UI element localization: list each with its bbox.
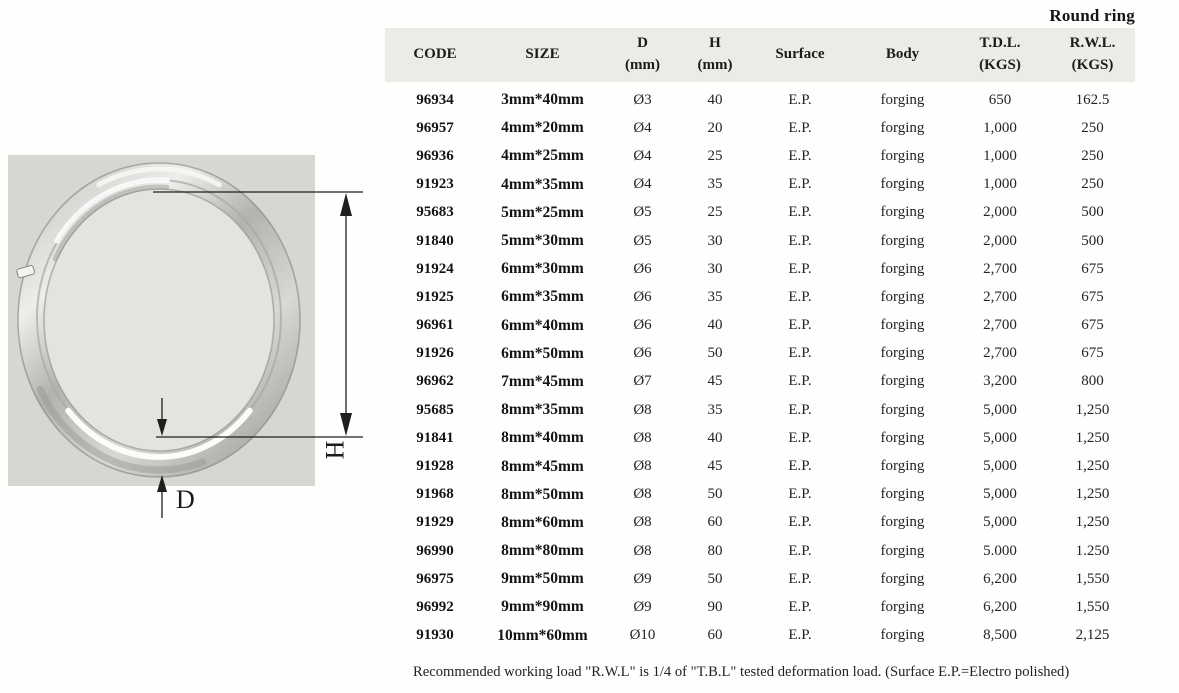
- cell-body: forging: [880, 598, 925, 615]
- cell-tdl-kgs: 2,700: [983, 260, 1017, 277]
- cell-tdl-kgs: 5,000: [983, 486, 1017, 503]
- cell-rwl-kgs: 1,250: [1075, 514, 1110, 531]
- cell-code: 96961: [416, 317, 454, 334]
- cell-d-mm: Ø9: [633, 598, 652, 615]
- cell-surface: E.P.: [788, 204, 812, 221]
- cell-code: 96962: [416, 373, 454, 390]
- cell-size: 8mm*80mm: [501, 542, 584, 560]
- cell-body: forging: [880, 260, 925, 277]
- cell-size: 8mm*45mm: [501, 457, 584, 475]
- cell-body: forging: [880, 373, 925, 390]
- cell-rwl-kgs: 500: [1081, 204, 1104, 221]
- cell-tdl-kgs: 5,000: [983, 458, 1017, 475]
- table-row: [385, 199, 1135, 227]
- cell-h-mm: 40: [707, 91, 723, 108]
- cell-rwl-kgs: 1,550: [1075, 570, 1110, 587]
- cell-code: 91968: [416, 486, 454, 503]
- cell-h-mm: 80: [707, 542, 723, 559]
- cell-size: 9mm*90mm: [501, 598, 584, 616]
- cell-size: 4mm*35mm: [501, 175, 584, 193]
- table-row: [385, 396, 1135, 424]
- cell-body: forging: [880, 627, 925, 644]
- cell-code: 96934: [416, 91, 454, 108]
- cell-size: 6mm*35mm: [501, 288, 584, 306]
- cell-body: forging: [880, 91, 925, 108]
- cell-size: 6mm*50mm: [501, 344, 584, 362]
- cell-rwl-kgs: 1,250: [1075, 401, 1110, 418]
- cell-size: 3mm*40mm: [501, 91, 584, 109]
- header-h-sub: (mm): [697, 57, 733, 73]
- cell-body: forging: [880, 176, 925, 193]
- table-row: [385, 227, 1135, 255]
- cell-surface: E.P.: [788, 570, 812, 587]
- header-rwl-label: R.W.L.: [1069, 35, 1116, 52]
- cell-d-mm: Ø6: [633, 288, 652, 305]
- cell-rwl-kgs: 1,250: [1075, 458, 1110, 475]
- table-row: [385, 537, 1135, 565]
- cell-code: 96992: [416, 598, 454, 615]
- header-body: [855, 28, 950, 82]
- cell-size: 8mm*40mm: [501, 429, 584, 447]
- cell-d-mm: Ø8: [633, 458, 652, 475]
- table-row: [385, 424, 1135, 452]
- cell-size: 6mm*30mm: [501, 260, 584, 278]
- header-surface: [745, 28, 855, 82]
- table-row: [385, 622, 1135, 650]
- page-title: Round ring: [1049, 6, 1135, 25]
- cell-size: 5mm*30mm: [501, 232, 584, 250]
- header-code-label: CODE: [413, 46, 457, 63]
- cell-size: 6mm*40mm: [501, 316, 584, 334]
- cell-body: forging: [880, 119, 925, 136]
- cell-size: 8mm*35mm: [501, 401, 584, 419]
- cell-size: 8mm*50mm: [501, 485, 584, 503]
- cell-d-mm: Ø6: [633, 260, 652, 277]
- table-row: [385, 86, 1135, 114]
- cell-surface: E.P.: [788, 119, 812, 136]
- cell-surface: E.P.: [788, 486, 812, 503]
- cell-rwl-kgs: 675: [1081, 345, 1104, 362]
- cell-surface: E.P.: [788, 345, 812, 362]
- cell-rwl-kgs: 250: [1081, 119, 1104, 136]
- cell-h-mm: 35: [707, 401, 723, 418]
- cell-body: forging: [880, 204, 925, 221]
- table-row: [385, 171, 1135, 199]
- table-row: [385, 481, 1135, 509]
- cell-code: 96936: [416, 147, 454, 164]
- cell-code: 91841: [416, 429, 454, 446]
- cell-code: 96957: [416, 119, 454, 136]
- cell-d-mm: Ø3: [633, 91, 652, 108]
- cell-rwl-kgs: 1.250: [1075, 542, 1110, 559]
- cell-surface: E.P.: [788, 598, 812, 615]
- cell-code: 91924: [416, 260, 454, 277]
- cell-tdl-kgs: 1,000: [983, 176, 1017, 193]
- cell-h-mm: 25: [707, 147, 723, 164]
- header-surface-label: Surface: [775, 46, 825, 63]
- cell-h-mm: 45: [707, 458, 723, 475]
- table-header-row: [385, 28, 1135, 82]
- cell-d-mm: Ø9: [633, 570, 652, 587]
- table-row: [385, 340, 1135, 368]
- cell-tdl-kgs: 2,700: [983, 345, 1017, 362]
- cell-d-mm: Ø4: [633, 176, 652, 193]
- cell-rwl-kgs: 1,250: [1075, 429, 1110, 446]
- cell-h-mm: 50: [707, 570, 723, 587]
- cell-surface: E.P.: [788, 373, 812, 390]
- cell-rwl-kgs: 250: [1081, 147, 1104, 164]
- cell-surface: E.P.: [788, 514, 812, 531]
- cell-surface: E.P.: [788, 147, 812, 164]
- cell-size: 4mm*20mm: [501, 119, 584, 137]
- cell-body: forging: [880, 486, 925, 503]
- cell-size: 9mm*50mm: [501, 570, 584, 588]
- header-d-sub: (mm): [625, 57, 660, 73]
- cell-h-mm: 50: [707, 486, 723, 503]
- spec-table: [385, 28, 1135, 650]
- cell-h-mm: 20: [707, 119, 723, 136]
- cell-tdl-kgs: 2,000: [983, 232, 1017, 249]
- cell-body: forging: [880, 232, 925, 249]
- table-row: [385, 114, 1135, 142]
- cell-h-mm: 30: [707, 260, 723, 277]
- header-tdl-sub: (KGS): [979, 57, 1021, 73]
- cell-surface: E.P.: [788, 91, 812, 108]
- cell-d-mm: Ø4: [633, 119, 652, 136]
- cell-rwl-kgs: 675: [1081, 288, 1104, 305]
- cell-h-mm: 35: [707, 288, 723, 305]
- cell-d-mm: Ø8: [633, 514, 652, 531]
- wire-diameter-label: D: [176, 485, 195, 514]
- cell-rwl-kgs: 800: [1081, 373, 1104, 390]
- cell-h-mm: 25: [707, 204, 723, 221]
- cell-code: 91925: [416, 288, 454, 305]
- cell-h-mm: 40: [707, 317, 723, 334]
- cell-tdl-kgs: 650: [988, 91, 1012, 108]
- cell-code: 91923: [416, 176, 454, 193]
- cell-d-mm: Ø8: [633, 429, 652, 446]
- cell-body: forging: [880, 514, 925, 531]
- cell-size: 7mm*45mm: [501, 372, 584, 390]
- cell-body: forging: [880, 147, 925, 164]
- cell-size: 8mm*60mm: [501, 513, 584, 531]
- table-row: [385, 593, 1135, 621]
- table-row: [385, 255, 1135, 283]
- cell-surface: E.P.: [788, 176, 812, 193]
- h-arrowhead-down-icon: [340, 413, 352, 436]
- cell-code: 95683: [416, 204, 454, 221]
- cell-body: forging: [880, 429, 925, 446]
- cell-tdl-kgs: 2,000: [983, 204, 1017, 221]
- header-size: [485, 28, 600, 82]
- cell-rwl-kgs: 675: [1081, 317, 1104, 334]
- table-row: [385, 142, 1135, 170]
- header-h-mm: [685, 28, 745, 82]
- header-code: [385, 28, 485, 82]
- header-tdl-label: T.D.L.: [979, 35, 1021, 52]
- cell-rwl-kgs: 2,125: [1075, 627, 1110, 644]
- cell-tdl-kgs: 5,000: [983, 514, 1017, 531]
- cell-tdl-kgs: 5.000: [983, 542, 1017, 559]
- cell-body: forging: [880, 458, 925, 475]
- cell-body: forging: [880, 570, 925, 587]
- cell-surface: E.P.: [788, 627, 812, 644]
- cell-d-mm: Ø8: [633, 401, 652, 418]
- h-arrowhead-up-icon: [340, 193, 352, 216]
- cell-h-mm: 90: [707, 598, 723, 615]
- table-row: [385, 312, 1135, 340]
- cell-surface: E.P.: [788, 288, 812, 305]
- cell-d-mm: Ø8: [633, 486, 652, 503]
- cell-code: 96990: [416, 542, 454, 559]
- cell-tdl-kgs: 2,700: [983, 288, 1017, 305]
- cell-surface: E.P.: [788, 401, 812, 418]
- table-row: [385, 368, 1135, 396]
- cell-rwl-kgs: 500: [1081, 232, 1104, 249]
- cell-d-mm: Ø5: [633, 232, 652, 249]
- cell-code: 91926: [416, 345, 454, 362]
- cell-rwl-kgs: 162.5: [1075, 91, 1110, 108]
- table-row: [385, 509, 1135, 537]
- cell-surface: E.P.: [788, 260, 812, 277]
- cell-h-mm: 30: [707, 232, 723, 249]
- cell-d-mm: Ø6: [633, 317, 652, 334]
- cell-tdl-kgs: 5,000: [983, 429, 1017, 446]
- cell-d-mm: Ø6: [633, 345, 652, 362]
- cell-tdl-kgs: 6,200: [983, 598, 1017, 615]
- cell-rwl-kgs: 250: [1081, 176, 1104, 193]
- cell-surface: E.P.: [788, 429, 812, 446]
- product-photo: [8, 155, 315, 486]
- table-row: [385, 565, 1135, 593]
- cell-code: 96975: [416, 570, 454, 587]
- cell-d-mm: Ø4: [633, 147, 652, 164]
- cell-h-mm: 60: [707, 514, 723, 531]
- cell-d-mm: Ø7: [633, 373, 652, 390]
- cell-tdl-kgs: 2,700: [983, 317, 1017, 334]
- cell-rwl-kgs: 1,550: [1075, 598, 1110, 615]
- cell-size: 10mm*60mm: [497, 626, 588, 644]
- cell-size: 5mm*25mm: [501, 203, 584, 221]
- cell-body: forging: [880, 345, 925, 362]
- cell-code: 91930: [416, 627, 454, 644]
- cell-body: forging: [880, 401, 925, 418]
- cell-tdl-kgs: 1,000: [983, 147, 1017, 164]
- cell-body: forging: [880, 317, 925, 334]
- cell-surface: E.P.: [788, 542, 812, 559]
- cell-body: forging: [880, 288, 925, 305]
- header-h-label: H: [709, 35, 721, 52]
- footnote: Recommended working load "R.W.L" is 1/4 of "T.B.L" tested deformation load. (Surface E.P.=Electro polished): [413, 664, 1070, 680]
- table-row: [385, 452, 1135, 480]
- cell-tdl-kgs: 3,200: [983, 373, 1017, 390]
- cell-d-mm: Ø8: [633, 542, 652, 559]
- cell-body: forging: [880, 542, 925, 559]
- header-size-label: SIZE: [525, 46, 560, 63]
- table-row: [385, 283, 1135, 311]
- cell-surface: E.P.: [788, 317, 812, 334]
- header-body-label: Body: [885, 46, 920, 63]
- cell-tdl-kgs: 8,500: [983, 627, 1017, 644]
- header-tdl: [950, 28, 1050, 82]
- cell-h-mm: 50: [707, 345, 723, 362]
- height-dimension-label: H: [320, 440, 349, 460]
- cell-surface: E.P.: [788, 232, 812, 249]
- cell-tdl-kgs: 6,200: [983, 570, 1017, 587]
- cell-code: 91929: [416, 514, 454, 531]
- cell-rwl-kgs: 1,250: [1075, 486, 1110, 503]
- cell-code: 95685: [416, 401, 454, 418]
- cell-rwl-kgs: 675: [1081, 260, 1104, 277]
- table-body: [385, 86, 1135, 650]
- cell-h-mm: 35: [707, 176, 723, 193]
- header-rwl: [1050, 28, 1135, 82]
- header-d-label: D: [637, 35, 648, 52]
- cell-size: 4mm*25mm: [501, 147, 584, 165]
- header-d-mm: [600, 28, 685, 82]
- header-rwl-sub: (KGS): [1071, 57, 1114, 73]
- cell-h-mm: 45: [707, 373, 723, 390]
- round-ring-image: [8, 155, 315, 486]
- cell-d-mm: Ø5: [633, 204, 652, 221]
- cell-code: 91928: [416, 458, 454, 475]
- cell-tdl-kgs: 1,000: [983, 119, 1017, 136]
- cell-h-mm: 60: [707, 627, 723, 644]
- cell-h-mm: 40: [707, 429, 723, 446]
- cell-surface: E.P.: [788, 458, 812, 475]
- cell-code: 91840: [416, 232, 454, 249]
- cell-tdl-kgs: 5,000: [983, 401, 1017, 418]
- cell-d-mm: Ø10: [629, 627, 656, 644]
